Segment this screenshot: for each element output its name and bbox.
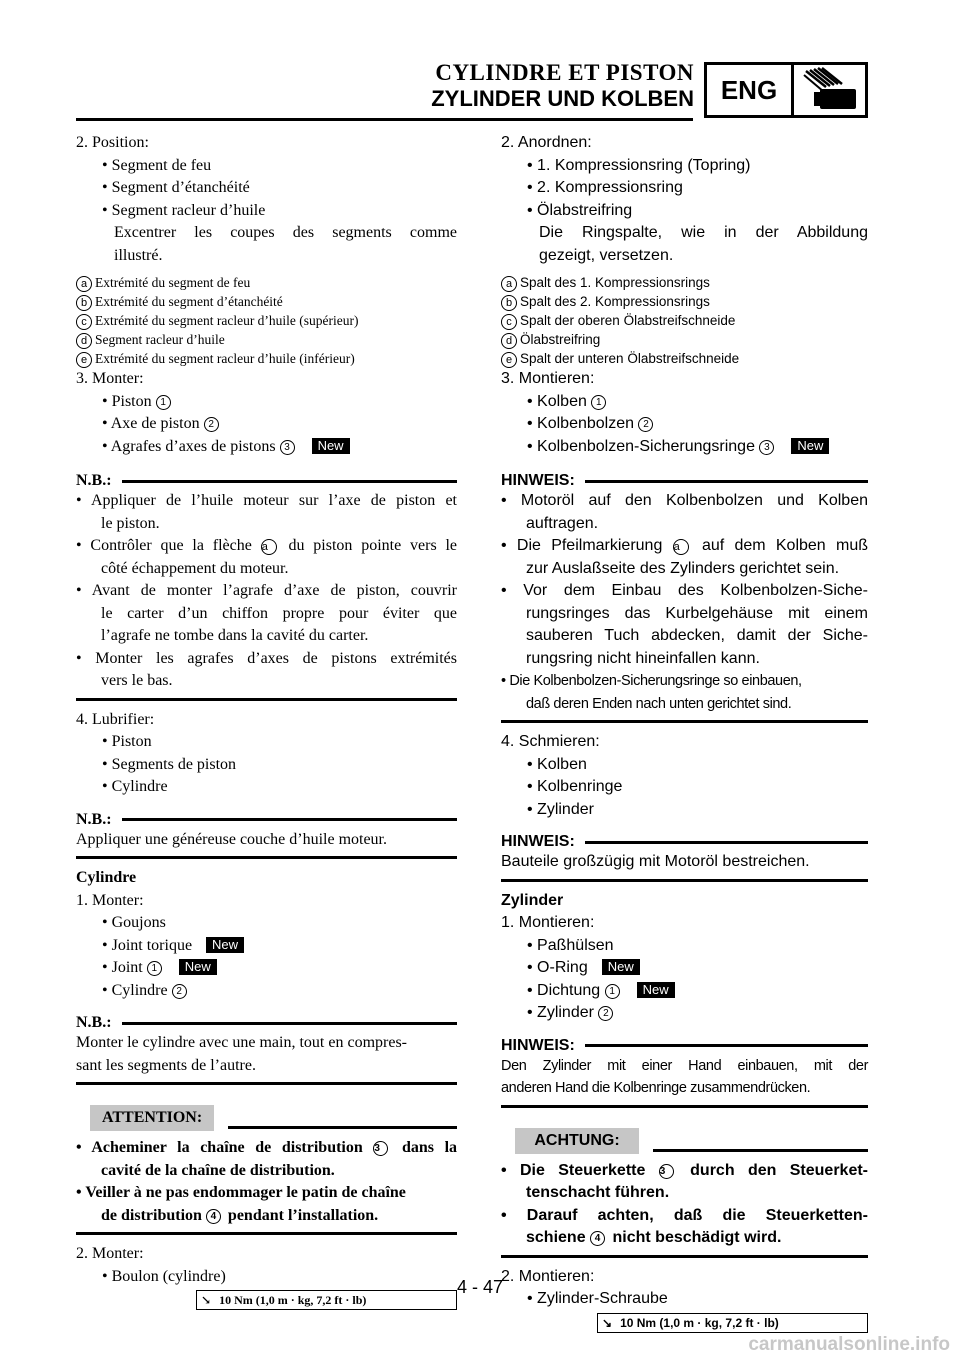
warning-text: cavité de la chaîne de distribution. (101, 1161, 335, 1179)
caption: a Extrémité du segment de feu (76, 273, 457, 292)
list-item: • Zylinder-Schraube (527, 1290, 668, 1307)
list-item: • Kolben 1 (501, 391, 868, 414)
rule (501, 1255, 868, 1258)
list-item: • Dichtung 1 New (501, 980, 868, 1003)
note-text: l’agrafe ne tombe dans la cavité du carter. (101, 627, 369, 644)
list-item: • Agrafes d’axes de pistons 3 New (76, 436, 457, 459)
new-badge: New (602, 959, 640, 975)
new-badge: New (312, 438, 350, 454)
warning-text: de distribution 4 pendant l’installation. (101, 1206, 379, 1224)
nb-heading: N.B.: (76, 1014, 457, 1032)
section-heading: Cylindre (76, 869, 137, 886)
watermark: carmanualsonline.info (748, 1334, 950, 1355)
note-text: daß deren Enden nach unten gerichtet sind. (526, 695, 792, 712)
step-4: 4. Schmieren: (501, 733, 600, 750)
note-text: • Motoröl auf den Kolbenbolzen und Kolben (501, 492, 869, 509)
list-item: • Paßhülsen (527, 936, 614, 954)
list-item: • Goujons (102, 914, 166, 931)
french-column (76, 132, 457, 1310)
hinweis-heading: HINWEIS: (501, 1037, 868, 1055)
list-item: • Zylinder 2 (501, 1002, 868, 1025)
step-2: 2. Montieren: (501, 1267, 595, 1285)
note-text: rungsring nicht hineinfallen kann. (526, 649, 760, 667)
list-item: • Joint torique New (76, 935, 457, 958)
step-2: 2. Position: (76, 134, 149, 151)
hinweis-heading: HINWEIS: (501, 472, 868, 490)
list-item: • Cylindre (102, 778, 168, 795)
note-text: Den Zylinder mit einer Hand einbauen, mit der (501, 1057, 868, 1074)
note-text: • Appliquer de l’huile moteur sur l’axe de piston et (76, 492, 458, 509)
caption: e Spalt der unteren Ölabstreifschneide (501, 349, 868, 368)
note-text: côté échappement du moteur. (101, 559, 289, 577)
list-item: • 2. Kompressionsring (527, 179, 683, 196)
step-2: 2. Monter: (76, 1245, 144, 1262)
engine-icon (794, 65, 865, 115)
note-text: le carter d’un chiffon propre pour éviter que (101, 604, 457, 622)
step-4: 4. Lubrifier: (76, 710, 155, 728)
warning-text: schiene 4 nicht beschädigt wird. (526, 1229, 782, 1246)
note-text: sauberen Tuch abdecken, damit der Siche- (526, 627, 868, 644)
list-item: • Cylindre 2 (76, 980, 457, 1003)
note-text: sant les segments de l’autre. (76, 1056, 256, 1074)
torque-spec: ↘ 10 Nm (1,0 m · kg, 7,2 ft · lb) (597, 1313, 868, 1333)
achtung-heading: ACHTUNG: (501, 1128, 868, 1154)
page-header (0, 0, 960, 130)
header-rule (76, 118, 693, 121)
warning-text: • Veiller à ne pas endommager le patin de chaîne (76, 1184, 406, 1201)
list-item: • Kolben (527, 755, 587, 773)
caption: d Segment racleur d’huile (76, 330, 457, 349)
note-text: • Monter les agrafes d’axes de pistons extrémités (76, 649, 457, 667)
new-badge: New (637, 982, 675, 998)
list-item: • Ölabstreifring (527, 201, 633, 219)
list-item: • Piston (102, 733, 152, 750)
note-text: le piston. (101, 514, 160, 532)
list-item: • Segments de piston (102, 755, 237, 773)
list-item: • Axe de piston 2 (76, 413, 457, 436)
new-badge: New (206, 937, 244, 953)
german-column (501, 132, 868, 1333)
list-item: • O-Ring New (501, 957, 868, 980)
warning-text: • Acheminer la chaîne de distribution 3 dans la (76, 1139, 458, 1156)
list-item: • 1. Kompressionsring (Topring) (527, 156, 751, 174)
caption: e Extrémité du segment racleur d’huile (inférieur) (76, 349, 457, 368)
title-de: ZYLINDER UND KOLBEN (431, 86, 694, 111)
rule (501, 1105, 868, 1108)
warning-text: tenschacht führen. (526, 1184, 670, 1201)
list-item: • Boulon (cylindre) (102, 1267, 226, 1285)
note-text: Appliquer une généreuse couche d’huile moteur. (76, 830, 387, 848)
note-text: • Die Kolbenbolzen-Sicherungsringe so einbauen, (501, 673, 802, 689)
warning-text: • Die Steuerkette 3 durch den Steuerket- (501, 1161, 869, 1179)
section-heading: Zylinder (501, 891, 564, 909)
step-1: 1. Montieren: (501, 914, 595, 931)
list-item: • Kolbenbolzen 2 (501, 413, 868, 436)
note-text: • Vor dem Einbau des Kolbenbolzen-Siche- (501, 582, 869, 599)
rule (76, 698, 457, 701)
caption: a Spalt des 1. Kompressionsrings (501, 273, 868, 292)
list-item: • Joint 1 New (76, 957, 457, 980)
note-text: rungsringes das Kurbelgehäuse mit einem (526, 604, 868, 622)
note-text: Monter le cylindre avec une main, tout en compres- (76, 1034, 407, 1051)
title-fr: CYLINDRE ET PISTON (435, 60, 694, 85)
warning-text: • Darauf achten, daß die Steuerketten- (501, 1206, 868, 1224)
step-3: 3. Montieren: (501, 370, 595, 387)
step-2: 2. Anordnen: (501, 134, 592, 151)
attention-heading: ATTENTION: (76, 1105, 457, 1131)
list-item: • Segment d’étanchéité (102, 179, 250, 196)
wrench-icon: ↘ (201, 1292, 212, 1307)
caption: d Ölabstreifring (501, 330, 868, 349)
note-text: auftragen. (526, 514, 599, 532)
note-text: • Contrôler que la flèche a du piston pointe vers le (76, 537, 458, 554)
rule (76, 1232, 457, 1235)
hinweis-heading: HINWEIS: (501, 833, 868, 851)
instruction-text: Excentrer les coupes des segments comme (114, 224, 457, 241)
eng-label: ENG (707, 65, 794, 115)
list-item: • Zylinder (527, 800, 594, 818)
list-item: • Kolbenbolzen-Sicherungsringe 3 New (501, 436, 868, 459)
note-text: zur Auslaßseite des Zylinders gerichtet sein. (526, 559, 840, 577)
torque-spec: ↘ 10 Nm (1,0 m · kg, 7,2 ft · lb) (196, 1290, 457, 1310)
step-3: 3. Monter: (76, 370, 144, 387)
page-number: 4 - 47 (456, 1277, 504, 1297)
caption: c Extrémité du segment racleur d’huile (supérieur) (76, 311, 457, 330)
note-text: • Avant de monter l’agrafe d’axe de piston, couvrir (76, 582, 457, 599)
caption: c Spalt der oberen Ölabstreifschneide (501, 311, 868, 330)
instruction-text: gezeigt, versetzen. (539, 246, 674, 264)
rule (501, 720, 868, 723)
caption: b Spalt des 2. Kompressionsrings (501, 292, 868, 311)
section-badge (704, 62, 868, 118)
list-item: • Segment de feu (102, 156, 212, 174)
nb-heading: N.B.: (76, 472, 457, 490)
nb-heading: N.B.: (76, 811, 457, 829)
note-text: vers le bas. (101, 672, 173, 689)
instruction-text: Die Ringspalte, wie in der Abbildung (539, 224, 868, 241)
rule (76, 1082, 457, 1085)
list-item: • Segment racleur d’huile (102, 201, 266, 219)
list-item: • Piston 1 (76, 391, 457, 414)
new-badge: New (791, 438, 829, 454)
rule (76, 856, 457, 859)
caption: b Extrémité du segment d’étanchéité (76, 292, 457, 311)
rule (501, 879, 868, 882)
instruction-text: illustré. (114, 246, 163, 264)
step-1: 1. Monter: (76, 891, 144, 909)
note-text: Bauteile großzügig mit Motoröl bestreichen. (501, 853, 810, 870)
note-text: anderen Hand die Kolbenringe zusammendrücken. (501, 1080, 811, 1096)
note-text: • Die Pfeilmarkierung a auf dem Kolben muß (501, 537, 868, 554)
wrench-icon: ↘ (602, 1315, 613, 1330)
list-item: • Kolbenringe (527, 778, 623, 795)
new-badge: New (179, 959, 217, 975)
